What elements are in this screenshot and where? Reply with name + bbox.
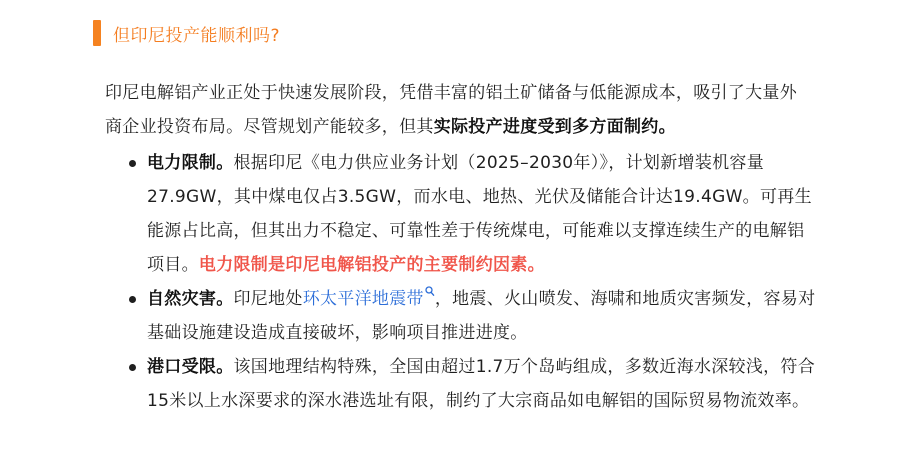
intro-bold-text: 实际投产进度受到多方面制约。 [433,117,676,137]
bullet-dot [129,160,136,167]
list-item-disasters [127,282,817,350]
constraint-list [127,146,817,418]
bullet-dot [129,296,136,303]
section-heading [93,20,280,46]
heading-accent-bar [93,20,101,46]
list-item-ports [127,350,817,418]
bullet-body-after: ，地震、火山喷发、海啸和地质灾害频发，容易对基础设施建设造成直接破坏，影响项目推进进度。 [147,289,816,343]
search-term-link[interactable]: 环太平洋地震带 [302,289,424,309]
bullet-title: 港口受限。 [147,357,234,377]
bullet-body: 该国地理结构特殊，全国由超过1.7万个岛屿组成，多数近海水深较浅，符合15米以上水深要求的深水港选址有限，制约了大宗商品如电解铝的国际贸易物流效率。 [147,357,816,411]
bullet-title: 电力限制。 [147,153,234,173]
search-icon[interactable] [425,286,435,298]
bullet-dot [129,364,136,371]
bullet-body-before: 印尼地处 [233,289,303,309]
bullet-title: 自然灾害。 [147,289,234,309]
bullet-body: 根据印尼《电力供应业务计划（2025–2030年）》，计划新增装机容量27.9GW，其中煤电仅占3.5GW，而水电、地热、光伏及储能合计达19.4GW。可再生能源占比高，但其出力不稳定、可靠性差于传统煤电，可能难以支撑连续生产的电解铝项目。 [147,153,812,275]
list-item-power [127,146,817,282]
section-title: 但印尼投产能顺利吗? [113,25,281,46]
bullet-highlight: 电力限制是印尼电解铝投产的主要制约因素。 [198,255,545,275]
intro-paragraph [105,76,805,144]
intro-text: 印尼电解铝产业正处于快速发展阶段，凭借丰富的铝土矿储备与低能源成本，吸引了大量外商企业投资布局。尽管规划产能较多，但其 [105,83,797,137]
